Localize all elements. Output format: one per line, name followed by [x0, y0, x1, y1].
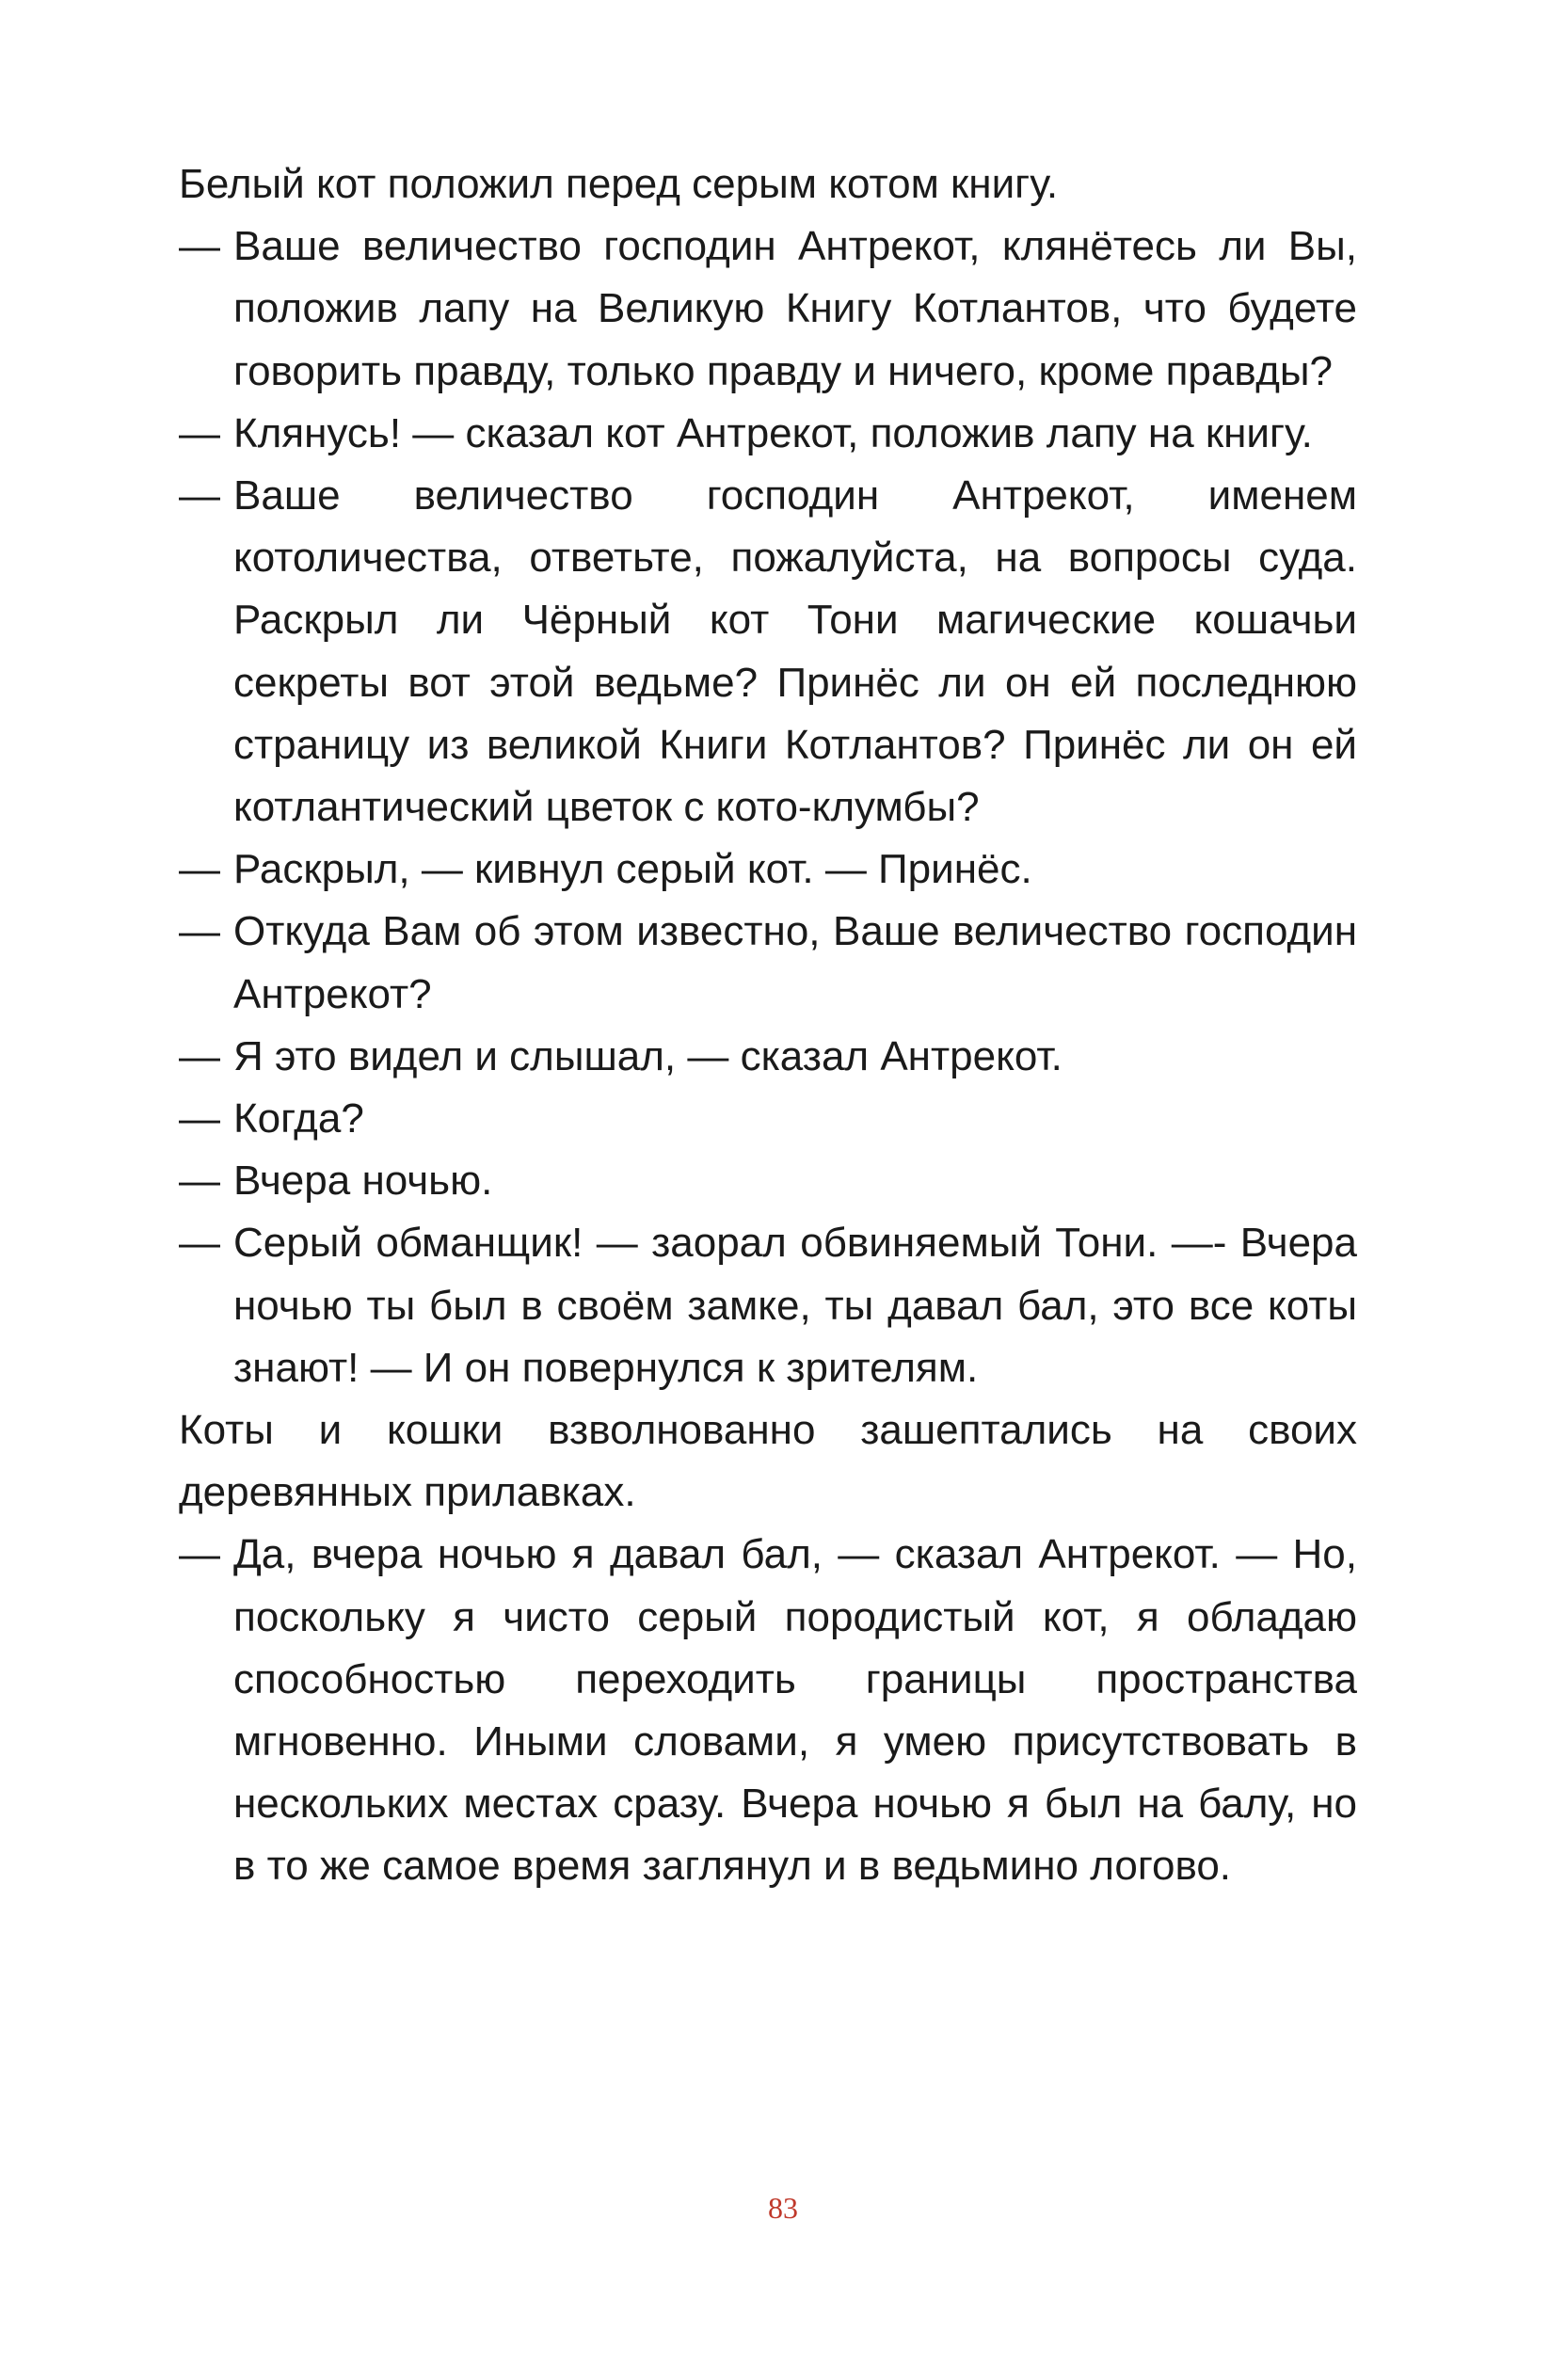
dialogue-line-7 [179, 1088, 1357, 1150]
dialogue-dash: — [179, 1531, 220, 1578]
dialogue-dash: — [179, 846, 220, 893]
dialogue-line-5 [179, 901, 1357, 1025]
dialogue-text: Серый обманщик! — заорал обвиняемый Тони. —- Вчера ночью ты был в своём замке, ты давал бал, это все коты знают! — И он повернулся к зрителям. [233, 1220, 1357, 1391]
dialogue-dash: — [179, 1158, 220, 1205]
dialogue-dash: — [179, 472, 220, 519]
dialogue-line-4 [179, 839, 1357, 901]
dialogue-text: Ваше величество господин Антрекот, именем котоличества, ответьте, пожалуйста, на вопросы суда. Раскрыл ли Чёрный кот Тони магические кошачьи секреты вот этой ведьме? Принёс ли он ей последнюю страницу из великой Книги Котлантов? Принёс ли он ей котлантический цветок с кото-клумбы? [233, 472, 1357, 831]
dialogue-text: Я это видел и слышал, — сказал Антрекот. [233, 1032, 1063, 1079]
dialogue-line-10 [179, 1524, 1357, 1897]
dialogue-text: Вчера ночью. [233, 1158, 493, 1205]
dialogue-line-3 [179, 465, 1357, 839]
dialogue-dash: — [179, 1032, 220, 1079]
dialogue-text: Когда? [233, 1095, 364, 1142]
dialogue-text: Раскрыл, — кивнул серый кот. — Принёс. [233, 846, 1032, 893]
dialogue-line-9 [179, 1212, 1357, 1399]
narrative-paragraph-1: Белый кот положил перед серым котом книгу. [179, 161, 1059, 207]
dialogue-dash: — [179, 409, 220, 456]
dialogue-line-6 [179, 1026, 1357, 1088]
dialogue-dash: — [179, 1220, 220, 1267]
dialogue-dash: — [179, 223, 220, 270]
dialogue-text: Клянусь! — сказал кот Антрекот, положив лапу на книгу. [233, 409, 1313, 456]
dialogue-line-8 [179, 1150, 1357, 1212]
narrative-paragraph-2: Коты и кошки взволнованно зашептались на своих деревянных прилавках. [179, 1407, 1357, 1516]
dialogue-dash: — [179, 1095, 220, 1142]
dialogue-line-2 [179, 403, 1357, 465]
page-body-text [179, 153, 1357, 1898]
dialogue-text: Откуда Вам об этом известно, Ваше величество господин Антрекот? [233, 908, 1357, 1017]
dialogue-line-1 [179, 216, 1357, 403]
page-number: 83 [768, 2191, 798, 2225]
dialogue-text: Ваше величество господин Антрекот, клянётесь ли Вы, положив лапу на Великую Книгу Котлантов, что будете говорить правду, только правду и ничего, кроме правды? [233, 223, 1357, 394]
dialogue-text: Да, вчера ночью я давал бал, — сказал Антрекот. — Но, поскольку я чисто серый породистый кот, я обладаю способностью переходить границы пространства мгновенно. Иными словами, я умею присутствовать в нескольких местах сразу. Вчера ночью я был на балу, но в то же самое время заглянул и в ведьмино логово. [233, 1531, 1357, 1890]
dialogue-dash: — [179, 908, 220, 955]
